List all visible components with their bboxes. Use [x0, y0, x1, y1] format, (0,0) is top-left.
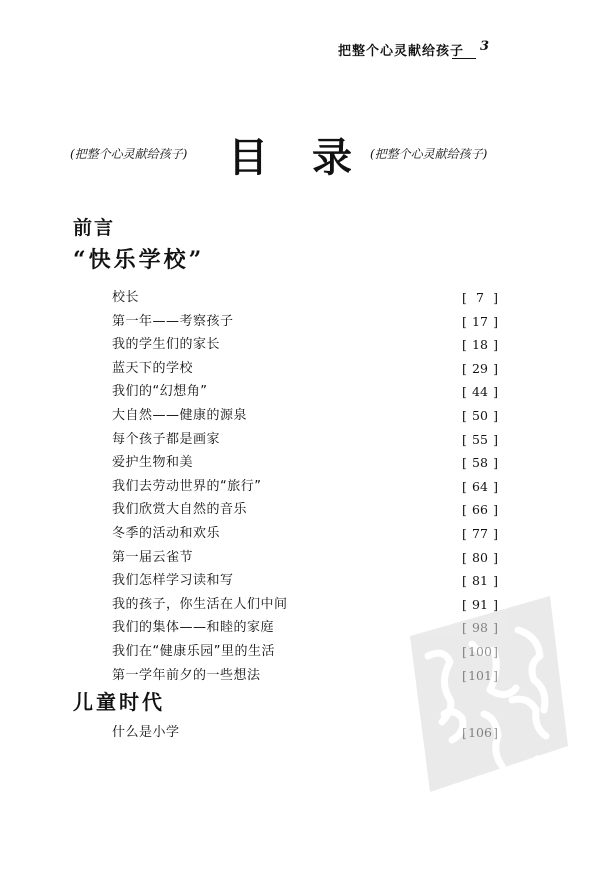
- page-number: 3: [480, 39, 491, 54]
- section-heading-preface[interactable]: 前言: [73, 217, 116, 239]
- toc-item-title: 冬季的活动和欢乐: [112, 525, 221, 541]
- toc-item-page: [ 58 ]: [458, 451, 502, 475]
- toc-item-page: [ 50 ]: [458, 404, 502, 428]
- toc-item-page: [ 44 ]: [458, 380, 502, 404]
- toc-item[interactable]: [112, 333, 502, 357]
- running-header: [338, 40, 494, 59]
- toc-item-title: 我的学生们的家长: [112, 337, 221, 353]
- toc-item[interactable]: [112, 451, 502, 475]
- section-heading-happy-school[interactable]: “快乐学校”: [73, 247, 205, 273]
- toc-item-title: 蓝天下的学校: [112, 360, 194, 376]
- toc-item-page: [ 64 ]: [458, 475, 502, 499]
- toc-item[interactable]: [112, 380, 502, 404]
- toc-item[interactable]: [112, 310, 502, 334]
- toc-item[interactable]: [112, 546, 502, 570]
- toc-item-title: 大自然——健康的源泉: [112, 407, 248, 423]
- toc-item[interactable]: [112, 404, 502, 428]
- watermark-text: PDG: [510, 751, 548, 782]
- toc-item-title: 我们去劳动世界的“旅行”: [112, 478, 262, 494]
- toc-item-title: 每个孩子都是画家: [112, 431, 221, 447]
- toc-item-title: 我们在“健康乐园”里的生活: [112, 643, 275, 659]
- header-rule: [452, 58, 476, 59]
- toc-item[interactable]: [112, 428, 502, 452]
- toc-item-page: [ 80 ]: [458, 546, 502, 570]
- toc-item-page: [ 81 ]: [458, 569, 502, 593]
- toc-item-title: 我的孩子，你生活在人们中间: [112, 596, 288, 612]
- toc-item-page: [ 55 ]: [458, 428, 502, 452]
- toc-item-title: 我们欣赏大自然的音乐: [112, 502, 248, 518]
- toc-item-page: [ 18 ]: [458, 333, 502, 357]
- section-heading-childhood[interactable]: 儿童时代: [73, 690, 165, 714]
- toc-item-title: 爱护生物和美: [112, 455, 194, 471]
- toc-item-title: 我们的“幻想角”: [112, 384, 208, 400]
- toc-item[interactable]: [112, 286, 502, 310]
- toc-item-title: 第一届云雀节: [112, 549, 194, 565]
- right-subtitle: (把整个心灵献给孩子): [370, 147, 488, 161]
- watermark-seal: [400, 596, 570, 792]
- toc-item[interactable]: [112, 357, 502, 381]
- toc-item-page: [ 77 ]: [458, 522, 502, 546]
- toc-item-title: 什么是小学: [112, 725, 180, 740]
- toc-item-page: [ 66 ]: [458, 498, 502, 522]
- toc-item[interactable]: [112, 475, 502, 499]
- left-subtitle: (把整个心灵献给孩子): [70, 147, 188, 161]
- toc-item-page: [ 29 ]: [458, 357, 502, 381]
- toc-item-title: 我们的集体——和睦的家庭: [112, 620, 275, 636]
- toc-item[interactable]: [112, 522, 502, 546]
- running-header-title: 把整个心灵献给孩子: [338, 44, 465, 59]
- toc-item[interactable]: [112, 498, 502, 522]
- toc-item-page: [ 17 ]: [458, 310, 502, 334]
- toc-item-page: [ 91 ]: [458, 593, 502, 617]
- toc-item-title: 第一年——考察孩子: [112, 313, 234, 329]
- toc-item-page: [ 7 ]: [458, 286, 502, 310]
- title-row: [0, 126, 600, 181]
- page-title: 目录: [228, 135, 396, 181]
- toc-item-title: 第一学年前夕的一些想法: [112, 667, 261, 683]
- toc-item-title: 校长: [112, 290, 140, 305]
- toc-item-title: 我们怎样学习读和写: [112, 573, 234, 589]
- toc-item[interactable]: [112, 569, 502, 593]
